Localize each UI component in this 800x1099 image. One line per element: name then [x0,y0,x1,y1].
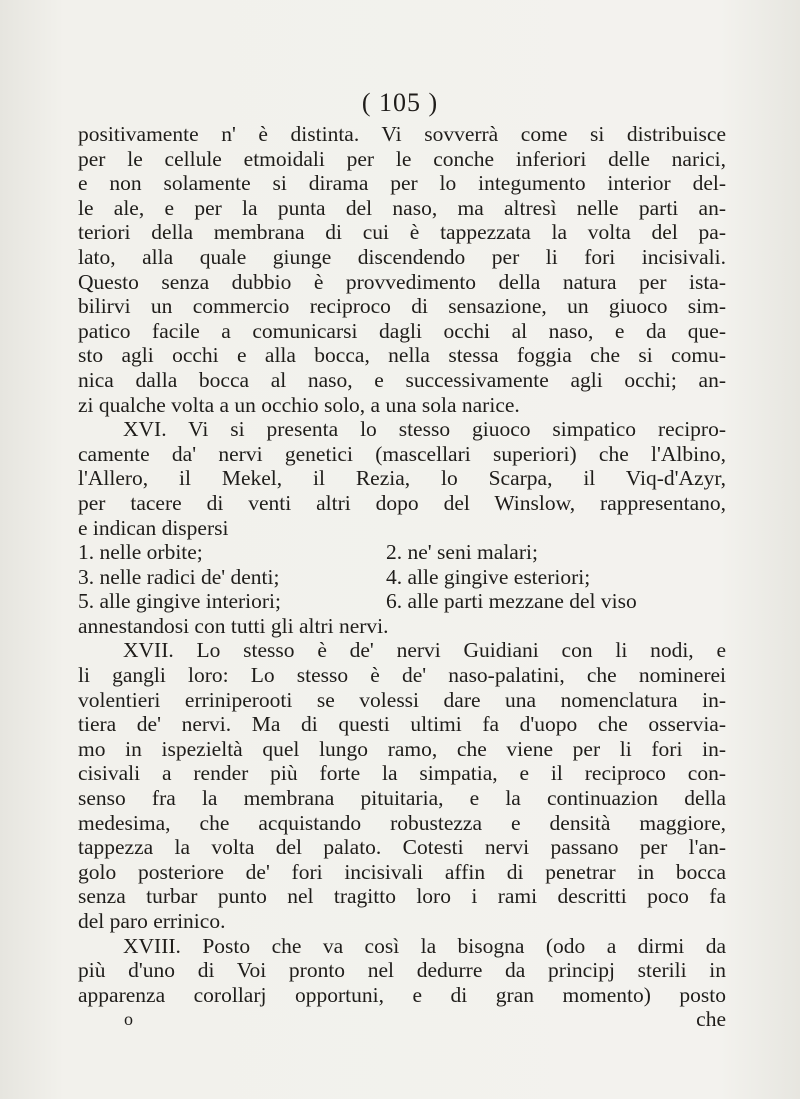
text-line: e indican dispersi [78,515,229,540]
text-line: per tacere di venti altri dopo del Winslow, rappresentano, [78,490,726,515]
text-line: medesima, che acquistando robustezza e densità maggiore, [78,810,726,835]
text-line: cisivali a render più forte la simpatia, e il reciproco con- [78,761,726,786]
text-line: camente da' nervi genetici (mascellari superiori) che l'Albino, [78,441,726,466]
text-line: l'Allero, il Mekel, il Rezia, lo Scarpa, il Viq-d'Azyr, [78,466,726,491]
page-number: ( 105 ) [361,88,439,117]
list-row [78,540,726,565]
text-line: mo in ispezieltà quel lungo ramo, che viene per li fori in- [78,736,726,761]
text-line: golo posteriore de' fori incisivali affin di penetrar in bocca [78,859,726,884]
section-heading-line: XVI. Vi si presenta lo stesso giuoco simpatico recipro- [123,417,726,442]
text-line: sto agli occhi e alla bocca, nella stessa foggia che si comu- [78,343,726,368]
text-line: lato, alla quale giunge discendendo per li fori incisivali. [78,244,726,269]
section-heading-line: XVII. Lo stesso è de' nervi Guidiani con li nodi, e [123,638,726,663]
list-row [78,589,726,614]
text-line: apparenza corollarj opportuni, e di gran momento) posto [78,982,726,1007]
text-line: volentieri erriniperooti se volessi dare una nomenclatura in- [78,687,726,712]
text-line: e non solamente si dirama per lo integumento interior del- [78,171,726,196]
text-line: positivamente n' è distinta. Vi sovverrà come si distribuisce [78,122,726,146]
text-line: li gangli loro: Lo stesso è de' naso-palatini, che nominerei [78,663,726,688]
text-line: Questo senza dubbio è provvedimento della natura per ista- [78,269,726,294]
catchword: che [696,1007,726,1032]
list-item: 3. nelle radici de' denti; [78,564,280,589]
text-line: tiera de' nervi. Ma di questi ultimi fa d'uopo che osservia- [78,712,726,737]
text-line: più d'uno di Voi pronto nel dedurre da principj sterili in [78,958,726,983]
list-item: 4. alle gingive esteriori; [386,564,591,589]
text-line: zi qualche volta a un occhio solo, a una sola narice. [78,392,520,417]
signature-mark: o [124,1009,133,1030]
text-line: bilirvi un commercio reciproco di sensazione, un giuoco sim- [78,294,726,319]
text-line: patico facile a comunicarsi dagli occhi al naso, e da que- [78,318,726,343]
list-item: 6. alle parti mezzane del viso [386,589,637,614]
list-row [78,565,726,590]
list-item: 1. nelle orbite; [78,540,203,565]
text-line: teriori della membrana di cui è tappezzata la volta del pa- [78,220,726,245]
text-line: nica dalla bocca al naso, e successivamente agli occhi; an- [78,367,726,392]
text-line: per le cellule etmoidali per le conche inferiori delle narici, [78,146,726,171]
page-footer [78,1007,726,1032]
text-line: annestandosi con tutti gli altri nervi. [78,613,389,638]
section-heading-line: XVIII. Posto che va così la bisogna (odo a dirmi da [123,933,726,958]
text-line: senza turbar punto nel tragitto loro i rami descritti poco fa [78,884,726,909]
text-line: tappezza la volta del palato. Cotesti nervi passano per l'an- [78,835,726,860]
text-line: del paro errinico. [78,909,226,933]
body-text [78,122,726,1032]
list-item: 5. alle gingive interiori; [78,589,282,614]
text-line: senso fra la membrana pituitaria, e la continuazion della [78,786,726,811]
list-item: 2. ne' seni malari; [386,540,538,565]
text-line: le ale, e per la punta del naso, ma altresì nelle parti an- [78,195,726,220]
